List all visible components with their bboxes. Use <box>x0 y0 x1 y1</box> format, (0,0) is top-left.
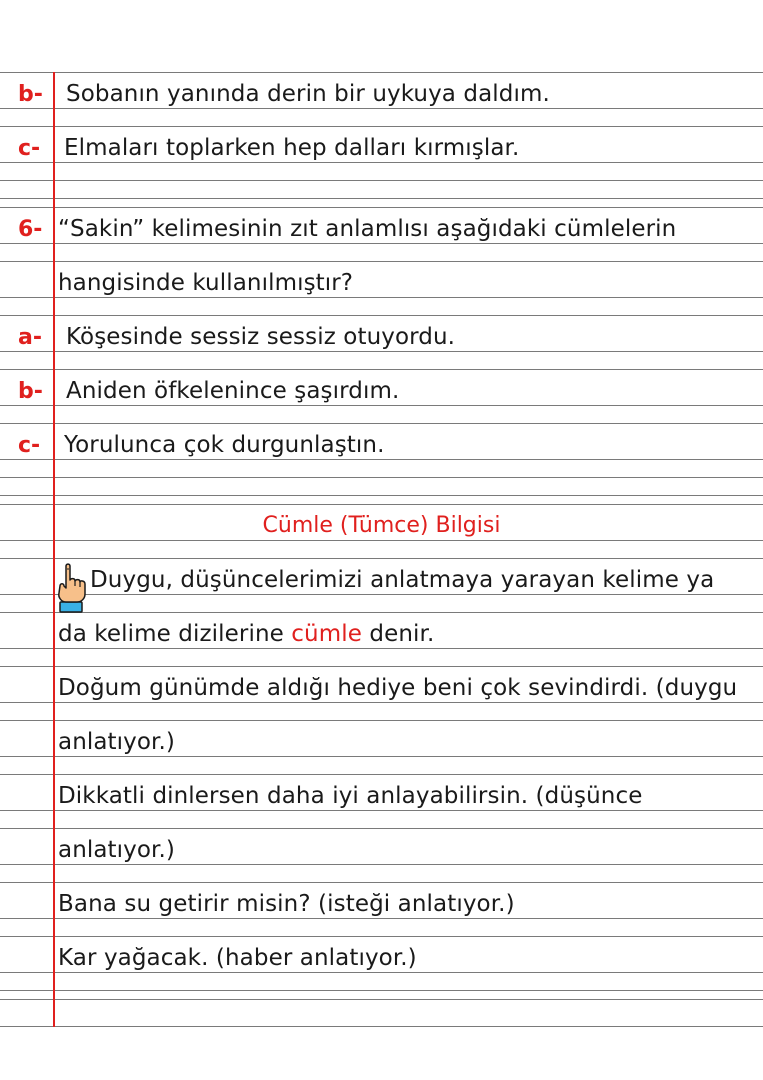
rule-line <box>0 594 763 595</box>
example-text: anlatıyor.) <box>58 729 175 755</box>
option-text: Köşesinde sessiz sessiz otuyordu. <box>66 324 456 350</box>
definition-keyword: cümle <box>291 621 362 647</box>
definition-text: Duygu, düşüncelerimizi anlatmaya yarayan kelime ya <box>90 567 715 593</box>
rule-line <box>0 990 763 991</box>
rule-line <box>0 162 763 163</box>
example-line <box>0 666 763 702</box>
rule-line <box>0 999 763 1000</box>
option-label: a- <box>18 325 42 350</box>
definition-text-before: da kelime dizilerine <box>58 621 284 647</box>
rule-line <box>0 756 763 757</box>
definition-text-line2 <box>58 623 434 646</box>
rule-line <box>0 810 763 811</box>
example-text: Kar yağacak. (haber anlatıyor.) <box>58 945 417 971</box>
option-label: b- <box>18 82 43 107</box>
example-line <box>0 828 763 864</box>
question-text-line1: “Sakin” kelimesinin zıt anlamlısı aşağıdaki cümlelerin <box>58 216 677 242</box>
rule-line <box>0 1026 763 1027</box>
answer-option-b <box>0 72 763 108</box>
option-label: b- <box>18 379 43 404</box>
example-line <box>0 720 763 756</box>
rule-line <box>0 297 763 298</box>
rule-line <box>0 405 763 406</box>
section-title: Cümle (Tümce) Bilgisi <box>262 513 501 538</box>
rule-line <box>0 918 763 919</box>
question-6-continuation <box>0 261 763 297</box>
example-text: Bana su getirir misin? (isteği anlatıyor.) <box>58 891 515 917</box>
example-line <box>0 774 763 810</box>
rule-line <box>0 702 763 703</box>
rule-line <box>0 495 763 496</box>
rule-line <box>0 108 763 109</box>
option-text: Sobanın yanında derin bir uykuya daldım. <box>66 81 550 107</box>
definition-line-2 <box>0 612 763 648</box>
answer-option-b <box>0 369 763 405</box>
question-text-line2: hangisinde kullanılmıştır? <box>58 270 354 296</box>
rule-line <box>0 180 763 181</box>
rule-line <box>0 351 763 352</box>
answer-option-a <box>0 315 763 351</box>
rule-line <box>0 648 763 649</box>
example-text: Dikkatli dinlersen daha iyi anlayabilirsin. (düşünce <box>58 783 643 809</box>
rule-line <box>0 459 763 460</box>
option-label: c- <box>18 433 41 458</box>
question-6 <box>0 207 763 243</box>
rule-line <box>0 540 763 541</box>
option-label: c- <box>18 136 41 161</box>
rule-line <box>0 477 763 478</box>
rule-line <box>0 504 763 505</box>
example-line <box>0 936 763 972</box>
answer-option-c <box>0 423 763 459</box>
example-text: anlatıyor.) <box>58 837 175 863</box>
example-line <box>0 882 763 918</box>
option-text: Aniden öfkelenince şaşırdım. <box>66 378 400 404</box>
rule-line <box>0 243 763 244</box>
question-number: 6- <box>18 217 43 242</box>
definition-line-1 <box>0 558 763 594</box>
answer-option-c <box>0 126 763 162</box>
rule-line <box>0 972 763 973</box>
rule-line <box>0 864 763 865</box>
example-text: Doğum günümde aldığı hediye beni çok sevindirdi. (duygu <box>58 675 738 701</box>
option-text: Yorulunca çok durgunlaştın. <box>64 432 385 458</box>
rule-line <box>0 198 763 199</box>
definition-text-after: denir. <box>369 621 435 647</box>
option-text: Elmaları toplarken hep dalları kırmışlar. <box>64 135 520 161</box>
